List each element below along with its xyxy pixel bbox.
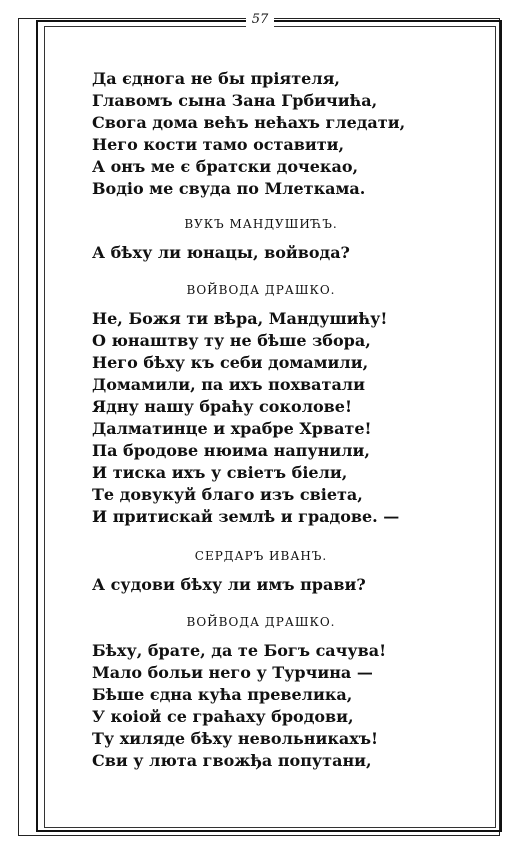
stanza-5: [92, 640, 462, 772]
verse-line: А бѣху ли юнацы, войвода?: [92, 243, 350, 262]
page-number-area: [0, 8, 520, 27]
page-number: 57: [246, 12, 275, 27]
verse-line: Ту хиляде бѣху невольникахъ!: [92, 729, 379, 748]
verse-line: А судови бѣху ли имъ прави?: [92, 575, 366, 594]
verse-line: И тиска ихъ у свiетъ бiели,: [92, 463, 348, 482]
stanza-1: [92, 68, 462, 200]
verse-line: Мало больи него у Турчина —: [92, 663, 373, 682]
verse-line: Свога дома већъ нећахъ гледати,: [92, 113, 406, 132]
verse-line: Ядну нашу браћу соколове!: [92, 397, 352, 416]
verse-line: И притискай землѣ и градове. —: [92, 507, 400, 526]
speaker-heading: ВОЙВОДА ДРАШКО.: [186, 283, 336, 297]
verse-line: Те довукуй благо изъ свiета,: [92, 485, 363, 504]
verse-line: Да єдногa не бы прiятеля,: [92, 69, 340, 88]
verse-line: Водiо ме свуда по Млеткама.: [92, 179, 366, 198]
verse-line: Домамили, па ихъ похватали: [92, 375, 365, 394]
verse-line: Главомъ сына Зана Грбичића,: [92, 91, 378, 110]
verse-line: Бѣху, брате, да те Богъ сачува!: [92, 641, 387, 660]
verse-line: У коiой се граћаху бродови,: [92, 707, 354, 726]
stanza-2: [92, 242, 462, 264]
verse-line: Не, Божя ти вѣра, Мандушићу!: [92, 309, 388, 328]
stanza-3: [92, 308, 462, 528]
verse-line: Па бродове нюима напунили,: [92, 441, 370, 460]
stanza-4: [92, 574, 462, 596]
verse-line: Далматинце и храбре Хрвате!: [92, 419, 372, 438]
speaker-heading: СЕРДАРЪ ИВАНЪ.: [194, 549, 328, 563]
verse-line: Него бѣху къ себи домамили,: [92, 353, 369, 372]
verse-line: А онъ ме є братски дочекао,: [92, 157, 359, 176]
verse-line: О юнаштву ту не бѣше збора,: [92, 331, 371, 350]
verse-line: Него кости тамо оставити,: [92, 135, 345, 154]
verse-text: [92, 68, 462, 772]
speaker-heading: ВУКЪ МАНДУШИЋЪ.: [184, 217, 338, 231]
verse-line: Бѣше єдна кућа превелика,: [92, 685, 353, 704]
speaker-heading: ВОЙВОДА ДРАШКО.: [186, 615, 336, 629]
verse-line: Сви у люта гвожђа попутани,: [92, 751, 372, 770]
